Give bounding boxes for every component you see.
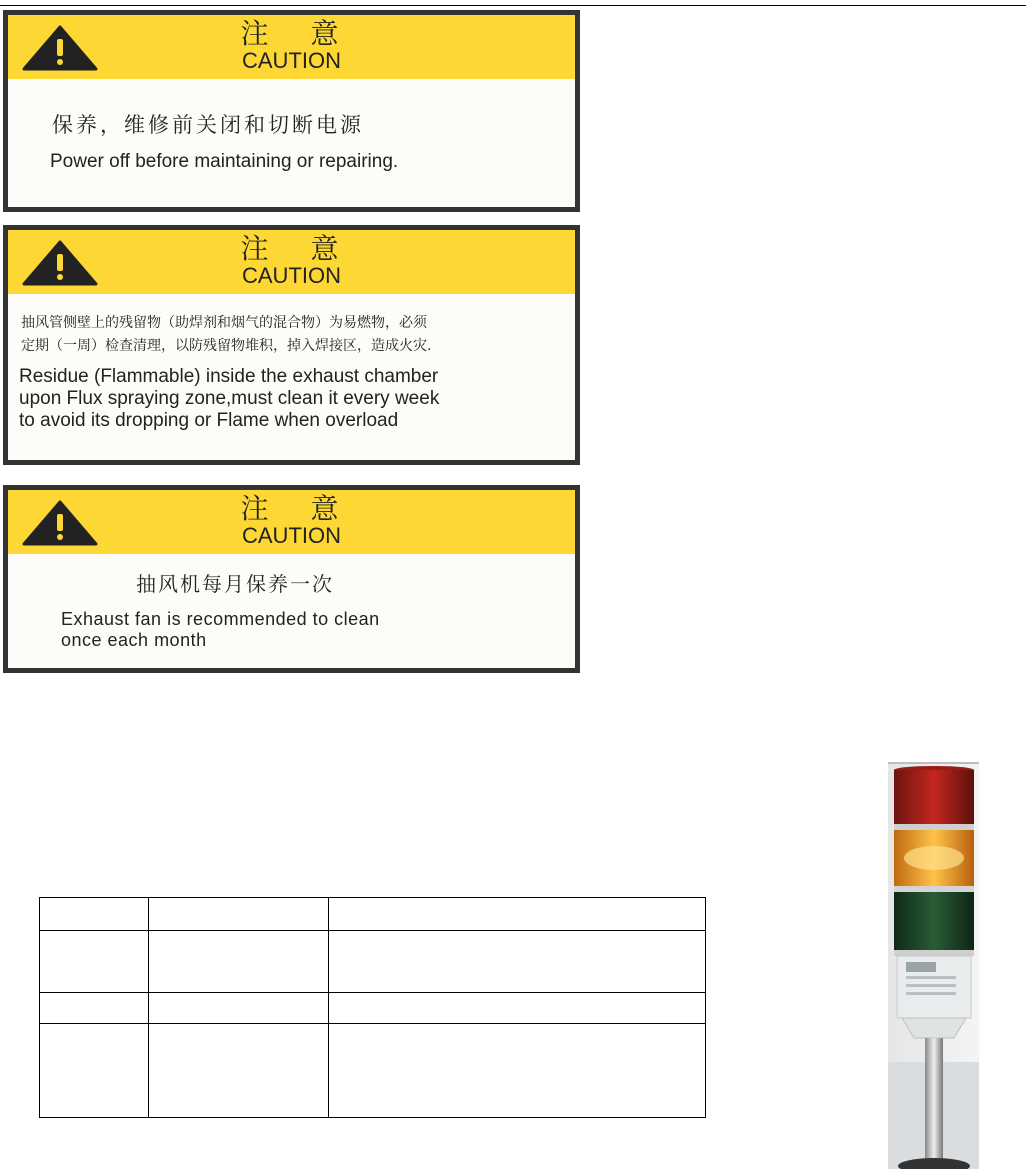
table-row	[40, 898, 706, 931]
table-cell	[149, 1024, 329, 1118]
body-cn-line: 抽风管侧壁上的残留物（助焊剂和烟气的混合物）为易燃物，必须	[21, 315, 427, 331]
table-cell	[40, 898, 149, 931]
header-cn: 注 意	[240, 232, 343, 265]
caution-sign-power-off	[3, 10, 580, 212]
top-rule	[0, 5, 1026, 6]
body-en: Power off before maintaining or repairing.	[50, 151, 399, 172]
sign-header	[8, 230, 575, 294]
table-cell	[149, 898, 329, 931]
table-cell	[40, 931, 149, 993]
table-cell	[149, 993, 329, 1024]
table-row	[40, 931, 706, 993]
table-cell	[329, 898, 706, 931]
body-cn-line: 定期（一周）检查清理，以防残留物堆积，掉入焊接区，造成火灾.	[21, 338, 432, 354]
header-cn: 注 意	[240, 17, 343, 50]
table-cell	[329, 931, 706, 993]
body-en-line: upon Flux spraying zone,must clean it every week	[19, 388, 440, 409]
empty-table	[39, 897, 706, 1118]
header-en: CAUTION	[242, 48, 341, 73]
header-cn: 注 意	[240, 492, 343, 525]
red-light	[894, 770, 974, 824]
green-light	[894, 892, 974, 950]
body-en-line: to avoid its dropping or Flame when overload	[19, 410, 399, 431]
body-en-line: Exhaust fan is recommended to clean	[61, 609, 380, 629]
tower-pole	[925, 1038, 943, 1163]
caution-sign-exhaust-residue	[3, 225, 580, 465]
table-cell	[40, 1024, 149, 1118]
body-cn: 保养，维修前关闭和切断电源	[52, 113, 364, 137]
sign-header	[8, 490, 575, 554]
body-en-line: Residue (Flammable) inside the exhaust chamber	[19, 366, 439, 387]
table-cell	[329, 1024, 706, 1118]
signal-tower-light-photo	[888, 762, 979, 1169]
table-row	[40, 1024, 706, 1118]
body-en-line: once each month	[61, 630, 207, 650]
table-cell	[40, 993, 149, 1024]
header-en: CAUTION	[242, 523, 341, 548]
sign-header	[8, 15, 575, 79]
table-cell	[149, 931, 329, 993]
caution-sign-exhaust-fan	[3, 485, 580, 673]
body-cn: 抽风机每月保养一次	[136, 572, 334, 596]
header-en: CAUTION	[242, 263, 341, 288]
table-row	[40, 993, 706, 1024]
table-cell	[329, 993, 706, 1024]
